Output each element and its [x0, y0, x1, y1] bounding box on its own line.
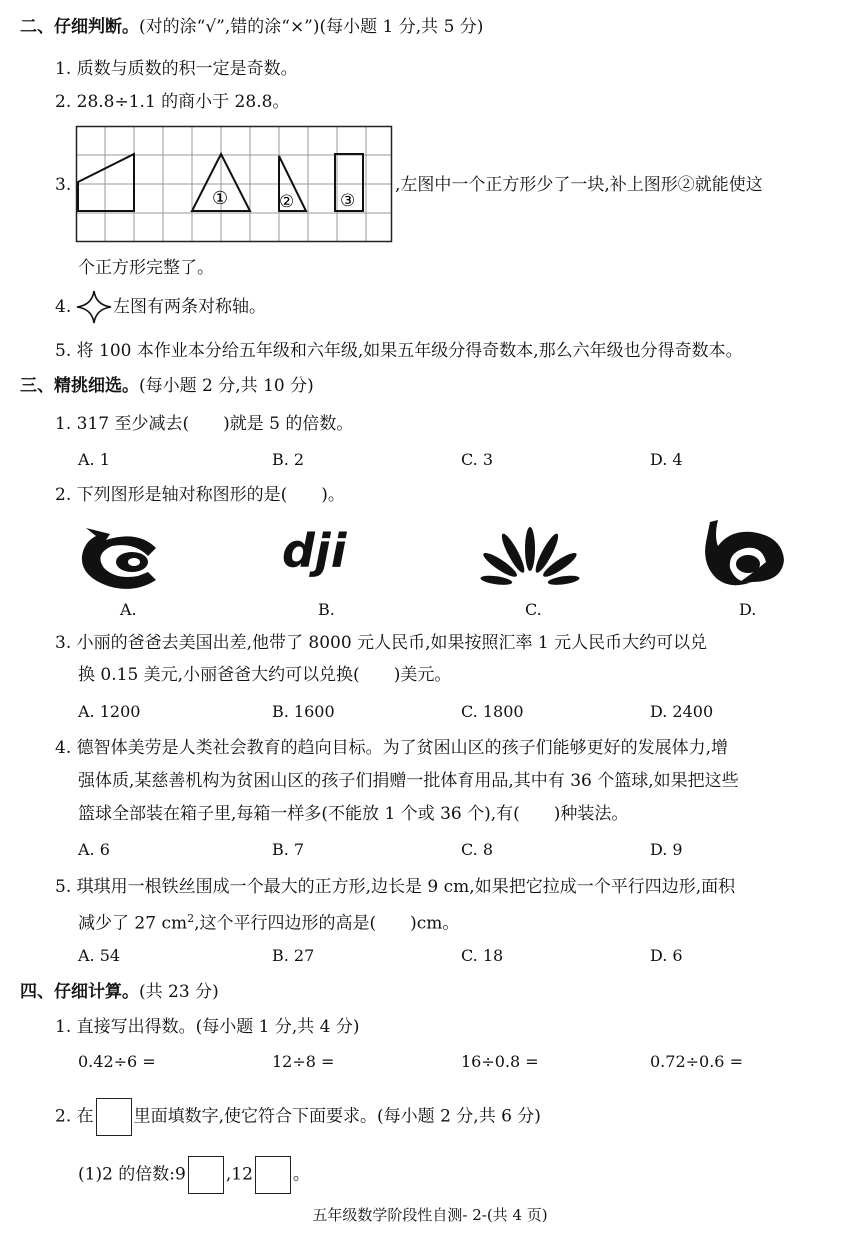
s3-q5-option-c: C. 18	[461, 946, 504, 965]
section-3-note: (每小题 2 分,共 10 分)	[139, 376, 314, 396]
logo-c-image	[491, 525, 569, 589]
s2-question-2: 2. 28.8÷1.1 的商小于 28.8。	[55, 92, 290, 112]
s3-q5-text-b: ,这个平行四边形的高是( )cm。	[194, 913, 460, 934]
section-2-title: 二、仔细判断。	[20, 17, 139, 37]
s4-question-2	[55, 1098, 541, 1136]
logo-d-image	[700, 516, 788, 592]
s3-q5-text-a: 减少了 27 cm	[78, 913, 188, 934]
s3-q5-option-b: B. 27	[272, 946, 315, 965]
s3-q1-option-a: A. 1	[78, 450, 110, 469]
s3-q1-option-b: B. 2	[272, 450, 305, 469]
four-point-star-icon	[76, 290, 112, 324]
s3-q3-option-b: B. 1600	[272, 702, 335, 721]
shape-1-label: ①	[212, 188, 229, 209]
section-3-heading	[20, 375, 314, 397]
s3-question-4-line-1: 4. 德智体美劳是人类社会教育的趋向目标。为了贫困山区的孩子们能够更好的发展体力,增	[55, 738, 729, 758]
s3-question-3-line-1: 3. 小丽的爸爸去美国出差,他带了 8000 元人民币,如果按照汇率 1 元人民币大约可以兑	[55, 633, 708, 653]
shape-2-label: ②	[279, 192, 295, 212]
s3-q5-option-d: D. 6	[650, 946, 683, 965]
s3-q3-option-d: D. 2400	[650, 702, 714, 721]
answer-box-1[interactable]	[188, 1156, 224, 1194]
s4-question-1: 1. 直接写出得数。(每小题 1 分,共 4 分)	[55, 1017, 360, 1037]
s3-question-3-line-2: 换 0.15 美元,小丽爸爸大约可以兑换( )美元。	[78, 665, 452, 685]
s3-q3-option-a: A. 1200	[78, 702, 141, 721]
s4-q1-item-2: 12÷8 =	[272, 1052, 335, 1071]
s4-q2-text-a: 2. 在	[55, 1106, 94, 1127]
s3-question-4-line-2: 强体质,某慈善机构为贫困山区的孩子们捐赠一批体育用品,其中有 36 个篮球,如果把这些	[78, 771, 739, 791]
s3-q1-option-d: D. 4	[650, 450, 683, 469]
incomplete-square-shape	[78, 154, 134, 211]
s3-question-2: 2. 下列图形是轴对称图形的是( )。	[55, 485, 345, 505]
logo-a-image	[76, 520, 166, 592]
s4-q2-part-1	[78, 1156, 310, 1194]
s3-q5-superscript: 2	[187, 912, 195, 925]
page-footer: 五年级数学阶段性自测- 2-(共 4 页)	[312, 1206, 548, 1224]
shape-3-label: ③	[340, 191, 356, 211]
s3-question-5-line-2	[78, 908, 459, 935]
grid-figure	[76, 126, 392, 242]
s3-question-4-line-3: 篮球全部装在箱子里,每箱一样多(不能放 1 个或 36 个),有( )种装法。	[78, 804, 629, 824]
s4-q1-item-1: 0.42÷6 =	[78, 1052, 156, 1071]
s3-q4-option-d: D. 9	[650, 840, 683, 859]
section-2-note: (对的涂“√”,错的涂“×”)(每小题 1 分,共 5 分)	[139, 17, 484, 37]
s4-q2-1-text-c: 。	[292, 1164, 310, 1185]
s4-q1-item-3: 16÷0.8 =	[461, 1052, 539, 1071]
section-4-heading	[20, 981, 219, 1003]
s2-question-3-number: 3.	[55, 175, 72, 195]
logo-b-image	[280, 524, 372, 581]
s3-q3-option-c: C. 1800	[461, 702, 524, 721]
s3-q2-option-d: D.	[739, 600, 757, 619]
section-2-heading	[20, 16, 483, 38]
s3-q1-option-c: C. 3	[461, 450, 494, 469]
s3-question-1: 1. 317 至少减去( )就是 5 的倍数。	[55, 414, 354, 434]
s3-q4-option-a: A. 6	[78, 840, 110, 859]
answer-box[interactable]	[96, 1098, 132, 1136]
logo-b-text: dji	[282, 524, 347, 578]
s3-q2-option-c: C.	[525, 600, 542, 619]
s3-q2-option-a: A.	[120, 600, 137, 619]
s4-q2-text-b: 里面填数字,使它符合下面要求。(每小题 2 分,共 6 分)	[133, 1106, 541, 1127]
s3-question-5-line-1: 5. 琪琪用一根铁丝围成一个最大的正方形,边长是 9 cm,如果把它拉成一个平行四边形,面积	[55, 877, 736, 897]
s2-question-1: 1. 质数与质数的积一定是奇数。	[55, 59, 298, 79]
s2-question-5: 5. 将 100 本作业本分给五年级和六年级,如果五年级分得奇数本,那么六年级也分得奇数本。	[55, 341, 743, 361]
section-3-title: 三、精挑细选。	[20, 376, 139, 396]
s2-question-3-text: ,左图中一个正方形少了一块,补上图形②就能使这	[395, 175, 763, 195]
s3-q4-option-c: C. 8	[461, 840, 494, 859]
answer-box-2[interactable]	[255, 1156, 291, 1194]
section-4-title: 四、仔细计算。	[20, 982, 139, 1002]
section-4-note: (共 23 分)	[139, 982, 219, 1002]
s4-q2-1-text-a: (1)2 的倍数:9	[78, 1164, 186, 1185]
s2-question-4-text: 左图有两条对称轴。	[113, 297, 266, 317]
s3-q2-option-b: B.	[318, 600, 335, 619]
s3-q5-option-a: A. 54	[78, 946, 121, 965]
s2-question-4-number: 4.	[55, 297, 72, 317]
s4-q1-item-4: 0.72÷0.6 =	[650, 1052, 743, 1071]
s3-q4-option-b: B. 7	[272, 840, 305, 859]
s2-question-3-continuation: 个正方形完整了。	[78, 258, 214, 278]
s4-q2-1-text-b: ,12	[225, 1164, 253, 1185]
